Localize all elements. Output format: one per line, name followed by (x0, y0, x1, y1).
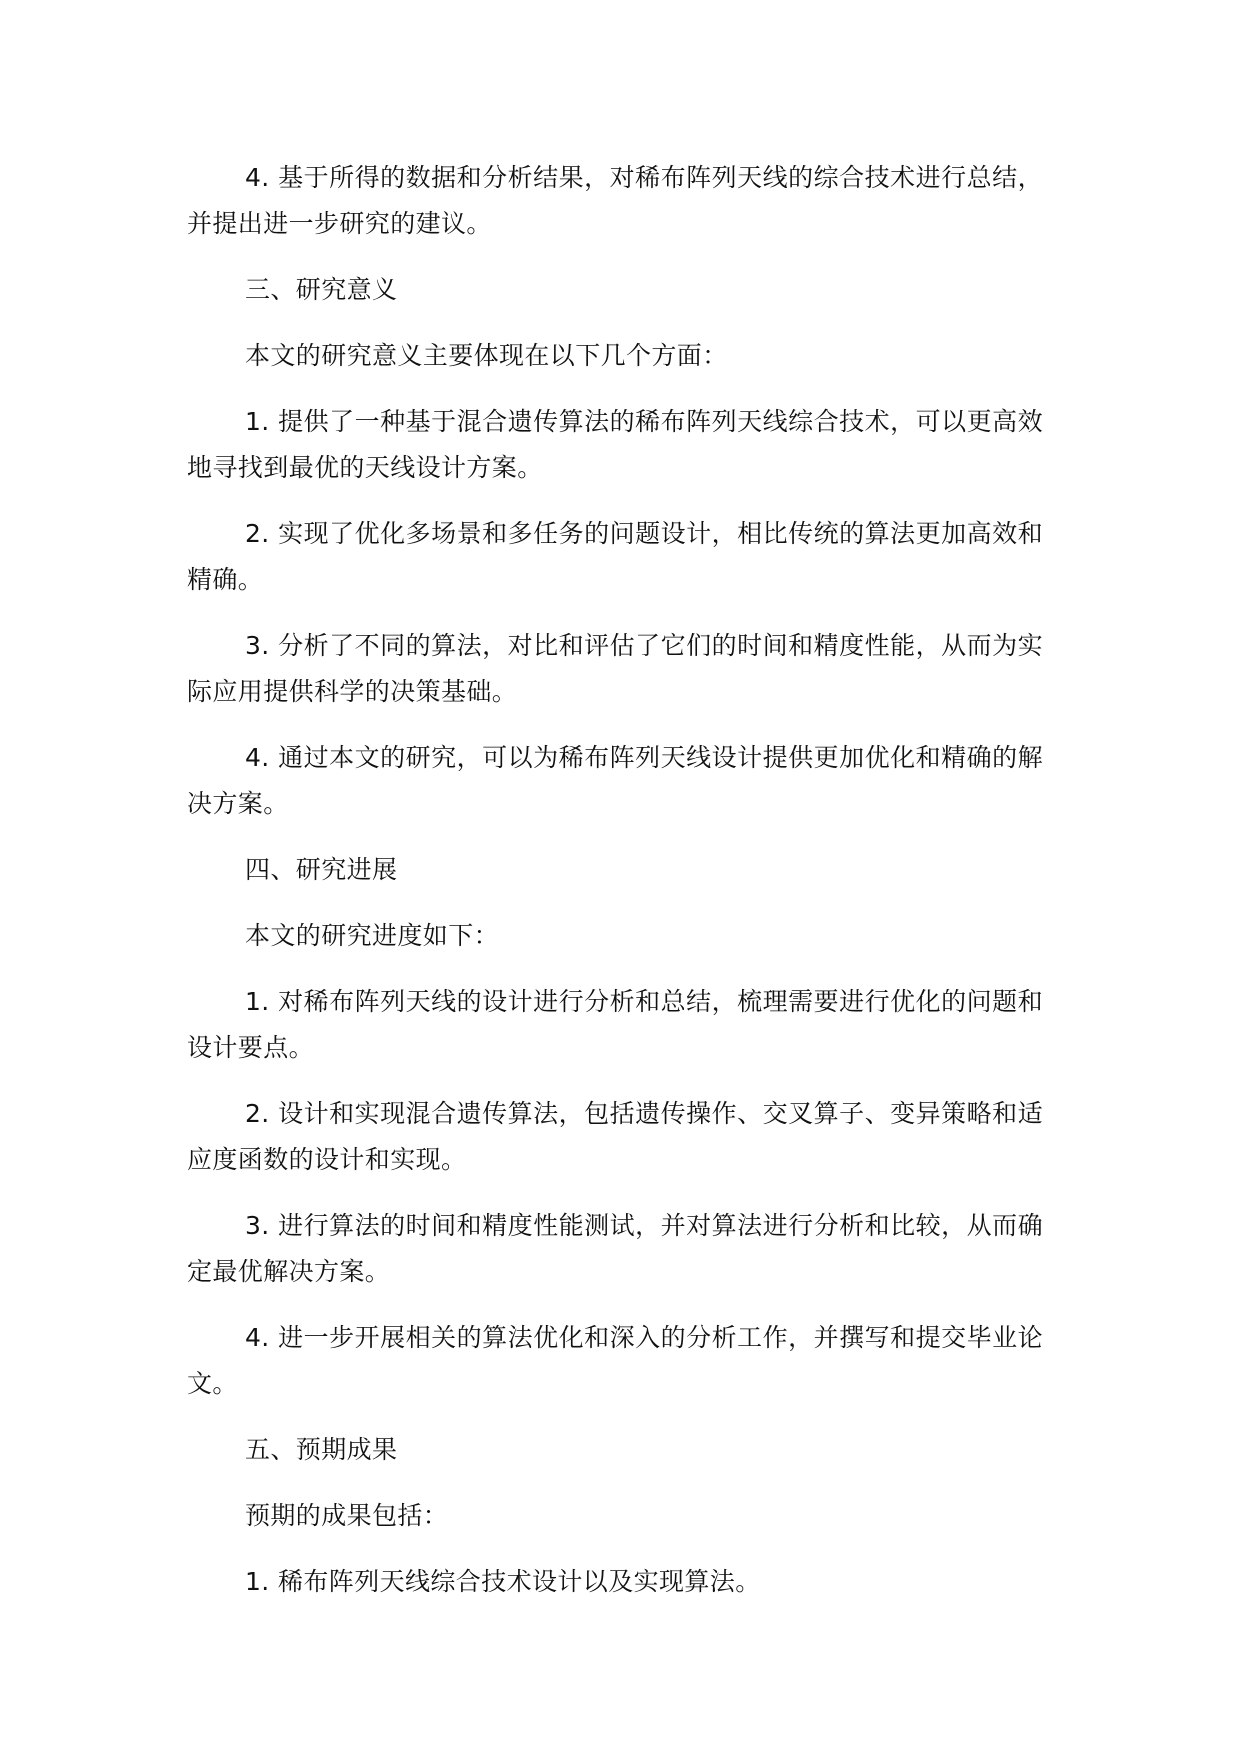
document-body (187, 155, 1043, 1625)
section-heading-progress: 四、研究进展 (245, 855, 398, 884)
paragraph-significance-item-3: 3. 分析了不同的算法，对比和评估了它们的时间和精度性能，从而为实际应用提供科学的决策基础。 (187, 631, 1043, 706)
section-heading-expected-results: 五、预期成果 (245, 1435, 398, 1464)
paragraph-significance-item-2: 2. 实现了优化多场景和多任务的问题设计，相比传统的算法更加高效和精确。 (187, 519, 1043, 594)
section-heading-significance: 三、研究意义 (245, 275, 398, 304)
paragraph-progress-item-4: 4. 进一步开展相关的算法优化和深入的分析工作，并撰写和提交毕业论文。 (187, 1323, 1043, 1398)
paragraph-progress-item-2: 2. 设计和实现混合遗传算法，包括遗传操作、交叉算子、变异策略和适应度函数的设计和实现。 (187, 1099, 1043, 1174)
paragraph-significance-item-4: 4. 通过本文的研究，可以为稀布阵列天线设计提供更加优化和精确的解决方案。 (187, 743, 1043, 818)
paragraph-progress-item-3: 3. 进行算法的时间和精度性能测试，并对算法进行分析和比较，从而确定最优解决方案。 (187, 1211, 1043, 1286)
paragraph-expected-results-item-1: 1. 稀布阵列天线综合技术设计以及实现算法。 (245, 1567, 761, 1596)
paragraph-progress-intro: 本文的研究进度如下： (245, 921, 500, 950)
paragraph-expected-results-intro: 预期的成果包括： (245, 1501, 449, 1530)
paragraph-summary-item-4: 4. 基于所得的数据和分析结果，对稀布阵列天线的综合技术进行总结，并提出进一步研究的建议。 (187, 163, 1043, 238)
paragraph-significance-intro: 本文的研究意义主要体现在以下几个方面： (245, 341, 728, 370)
paragraph-significance-item-1: 1. 提供了一种基于混合遗传算法的稀布阵列天线综合技术，可以更高效地寻找到最优的天线设计方案。 (187, 407, 1043, 482)
paragraph-progress-item-1: 1. 对稀布阵列天线的设计进行分析和总结，梳理需要进行优化的问题和设计要点。 (187, 987, 1043, 1062)
